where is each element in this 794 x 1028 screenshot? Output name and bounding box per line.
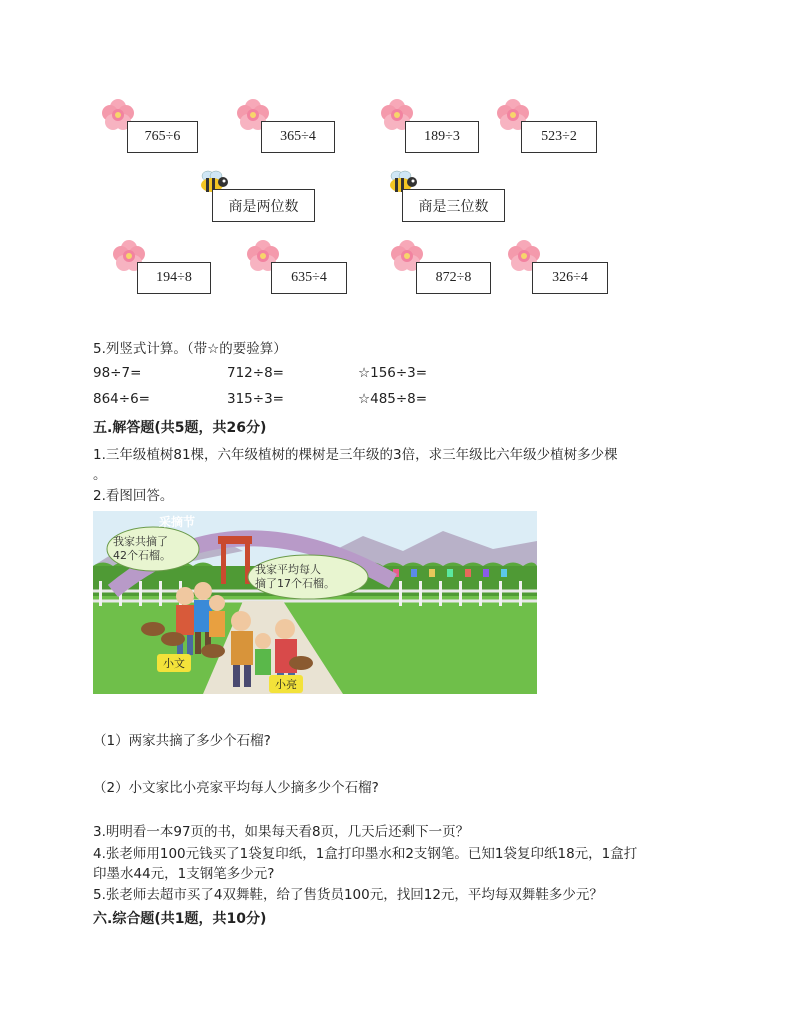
character-label: 小文 bbox=[157, 654, 191, 672]
expr-box: 326÷4 bbox=[532, 262, 608, 294]
question-text: 2.看图回答。 bbox=[93, 488, 174, 504]
arch-label: 采摘节 bbox=[159, 515, 196, 529]
category-box: 商是两位数 bbox=[212, 189, 315, 222]
expr-box: 194÷8 bbox=[137, 262, 211, 294]
section-heading: 六.综合题(共1题，共10分) bbox=[93, 911, 267, 927]
sub-question: （2）小文家比小亮家平均每人少摘多少个石榴? bbox=[93, 780, 379, 796]
calc-item: 864÷6= bbox=[93, 391, 150, 407]
calc-item: 712÷8= bbox=[227, 365, 284, 381]
harvest-illustration bbox=[93, 511, 537, 694]
question-title: 5.列竖式计算。（带☆的要验算） bbox=[93, 341, 287, 357]
calc-item: ☆485÷8= bbox=[358, 391, 428, 407]
bubble-line: 我家平均每人 bbox=[255, 563, 321, 576]
bubble-line: 摘了17个石榴。 bbox=[255, 577, 335, 590]
section-heading: 五.解答题(共5题，共26分) bbox=[93, 420, 267, 436]
expr-box: 189÷3 bbox=[405, 121, 479, 153]
sub-question: （1）两家共摘了多少个石榴? bbox=[93, 733, 271, 749]
calc-item: 315÷3= bbox=[227, 391, 284, 407]
question-text: 4.张老师用100元钱买了1袋复印纸，1盒打印墨水和2支钢笔。已知1袋复印纸18元，1盒打 bbox=[93, 846, 638, 862]
category-box: 商是三位数 bbox=[402, 189, 505, 222]
question-text: 。 bbox=[93, 467, 107, 483]
calc-item: ☆156÷3= bbox=[358, 365, 428, 381]
speech-bubble bbox=[113, 535, 171, 563]
bubble-line: 42个石榴。 bbox=[113, 549, 171, 562]
speech-bubble bbox=[255, 563, 335, 591]
question-text: 5.张老师去超市买了4双舞鞋，给了售货员100元，找回12元，平均每双舞鞋多少元？ bbox=[93, 887, 603, 903]
expr-box: 872÷8 bbox=[416, 262, 491, 294]
bubble-line: 我家共摘了 bbox=[113, 535, 168, 548]
expr-box: 635÷4 bbox=[271, 262, 347, 294]
question-text: 印墨水44元，1支钢笔多少元? bbox=[93, 866, 275, 882]
question-text: 3.明明看一本97页的书，如果每天看8页，几天后还剩下一页？ bbox=[93, 824, 470, 840]
calc-item: 98÷7= bbox=[93, 365, 142, 381]
expr-box: 365÷4 bbox=[261, 121, 335, 153]
expr-box: 523÷2 bbox=[521, 121, 597, 153]
character-label: 小亮 bbox=[269, 675, 303, 693]
expr-box: 765÷6 bbox=[127, 121, 198, 153]
question-text: 1.三年级植树81棵，六年级植树的棵树是三年级的3倍，求三年级比六年级少植树多少棵 bbox=[93, 447, 618, 463]
